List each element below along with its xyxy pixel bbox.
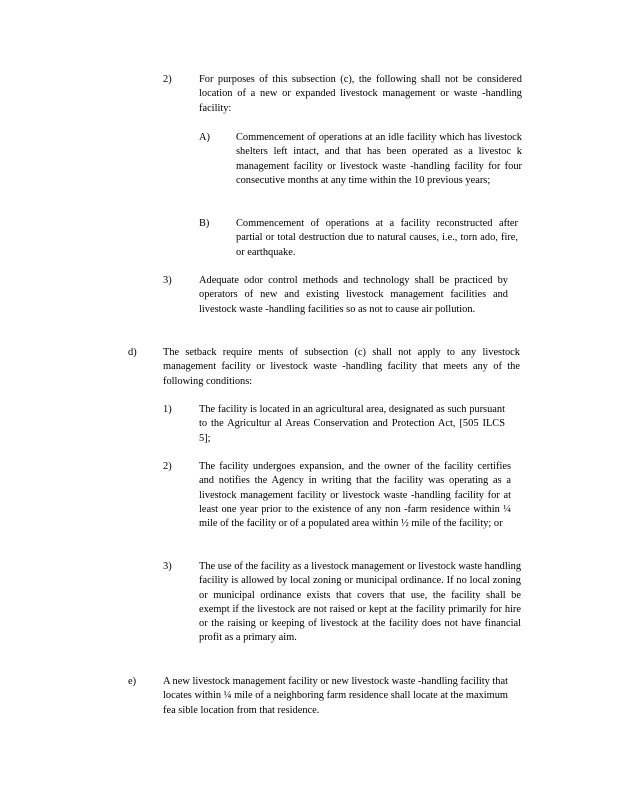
- item-text: The use of the facility as a livestock management or livestock waste handling facility is allowed by local zoning or municipal ordinance. If no local zoning or municipal ordinance exists that covers that use, the facility shall be exempt if the livestock are not raised or kept at the facility primarily for hire or the raising or keeping of livestock at the facility does not have financial profit as a primary aim.: [199, 561, 522, 644]
- item-text: The facility is located in an agricultural area, designated as such pursuant to the Agricultur al Areas Conservation and Protection Act, [505 ILCS 5];: [199, 404, 505, 444]
- item-text: The facility undergoes expansion, and the owner of the facility certifies and notifies the Agency in writing that the facility was operating as a livestock management facility or livestock waste -handling facility for at least one year prior to the existence of any non -farm residence within ¼ mile of the facility or of a populated area within ½ mile of the facility; or: [199, 461, 511, 530]
- item-label: A): [199, 132, 210, 143]
- item-label: 3): [163, 275, 172, 286]
- item-label: 2): [163, 74, 172, 85]
- item-label: d): [128, 347, 137, 358]
- item-text: Adequate odor control methods and technology shall be practiced by operators of new and existing livestock management facilities and livestock waste -handling facilities so as not to cause air pollution.: [199, 275, 508, 315]
- item-label: B): [199, 218, 210, 229]
- item-label: 2): [163, 461, 172, 472]
- item-text: The setback require ments of subsection (c) shall not apply to any livestock management facility or livestock waste -handling facility that meets any of the following conditions:: [163, 347, 520, 387]
- item-text: Commencement of operations at a facility reconstructed after partial or total destruction due to natural causes, i.e., torn ado, fire, or earthquake.: [236, 218, 518, 258]
- item-label: e): [128, 676, 137, 687]
- item-text: Commencement of operations at an idle facility which has livestock shelters left intact, and that has been operated as a livestoc k management facility or livestock waste -handling facility for four consecutive months at any time within the 10 previous years;: [236, 132, 522, 186]
- item-label: 1): [163, 404, 172, 415]
- item-text: For purposes of this subsection (c), the following shall not be considered location of a new or expanded livestock management or waste -handling facility:: [199, 74, 522, 114]
- item-label: 3): [163, 561, 172, 572]
- item-text: A new livestock management facility or new livestock waste -handling facility that locates within ¼ mile of a neighboring farm residence shall locate at the maximum fea sible location from that residence.: [163, 676, 508, 716]
